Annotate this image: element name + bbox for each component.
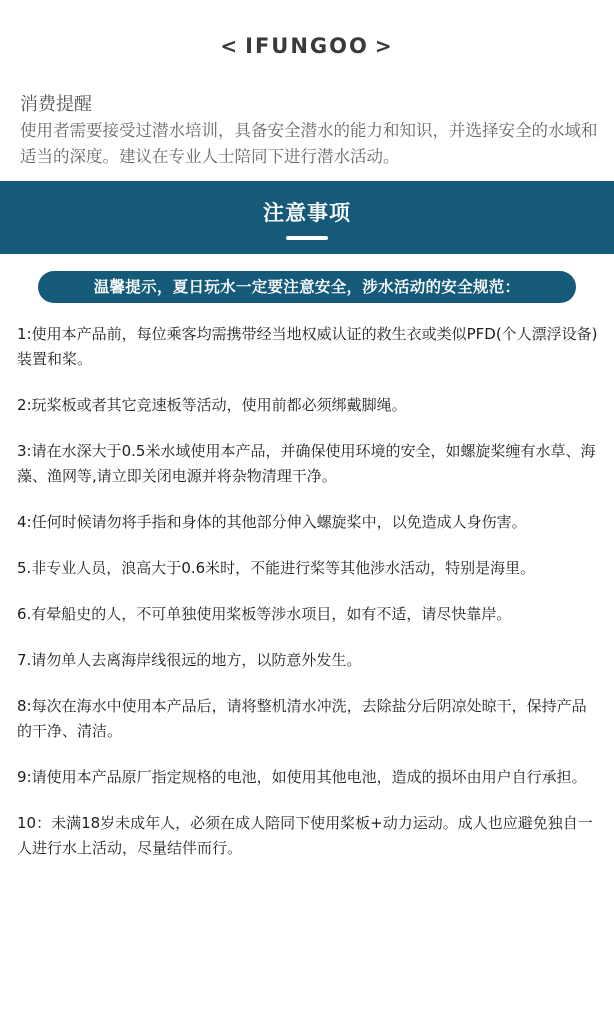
rule-item: 10：未满18岁未成年人，必须在成人陪同下使用桨板+动力运动。成人也应避免独自一人进行水上活动，尽量结伴而行。 bbox=[17, 814, 593, 857]
safety-rules-list bbox=[17, 322, 600, 882]
safety-tip-banner: 温馨提示，夏日玩水一定要注意安全，涉水活动的安全规范： bbox=[38, 271, 576, 303]
rule-item: 2:玩桨板或者其它竞速板等活动，使用前都必须绑戴脚绳。 bbox=[17, 396, 407, 414]
left-chevron-icon: < bbox=[220, 34, 240, 58]
rule-item: 3:请在水深大于0.5米水域使用本产品，并确保使用环境的安全，如螺旋桨缠有水草、海藻、渔网等,请立即关闭电源并将杂物清理干净。 bbox=[17, 442, 596, 485]
rule-item: 5.非专业人员，浪高大于0.6米时，不能进行桨等其他涉水活动，特别是海里。 bbox=[17, 559, 536, 577]
section-title: 注意事项 bbox=[263, 201, 351, 225]
rule-item: 6.有晕船史的人，不可单独使用桨板等涉水项目，如有不适，请尽快靠岸。 bbox=[17, 605, 512, 623]
brand-logo-area bbox=[0, 34, 614, 58]
consumer-notice-title: 消费提醒 bbox=[20, 94, 92, 115]
rule-item: 9:请使用本产品原厂指定规格的电池，如使用其他电池，造成的损坏由用户自行承担。 bbox=[17, 768, 587, 786]
right-chevron-icon: > bbox=[374, 34, 394, 58]
consumer-notice bbox=[20, 92, 600, 170]
rule-item: 7.请勿单人去离海岸线很远的地方，以防意外发生。 bbox=[17, 651, 362, 669]
rule-item: 4:任何时候请勿将手指和身体的其他部分伸入螺旋桨中，以免造成人身伤害。 bbox=[17, 513, 527, 531]
section-header-band bbox=[0, 181, 614, 254]
section-title-underline bbox=[286, 236, 328, 240]
brand-logo-text: IFUNGOO bbox=[245, 34, 369, 58]
consumer-notice-body: 使用者需要接受过潜水培训，具备安全潜水的能力和知识，并选择安全的水域和适当的深度。建议在专业人士陪同下进行潜水活动。 bbox=[20, 121, 598, 166]
rule-item: 1:使用本产品前，每位乘客均需携带经当地权威认证的救生衣或类似PFD(个人漂浮设备)装置和桨。 bbox=[17, 325, 598, 368]
rule-item: 8:每次在海水中使用本产品后，请将整机清水冲洗，去除盐分后阴凉处晾干，保持产品的干净、清洁。 bbox=[17, 697, 587, 740]
brand-logo bbox=[220, 34, 393, 58]
